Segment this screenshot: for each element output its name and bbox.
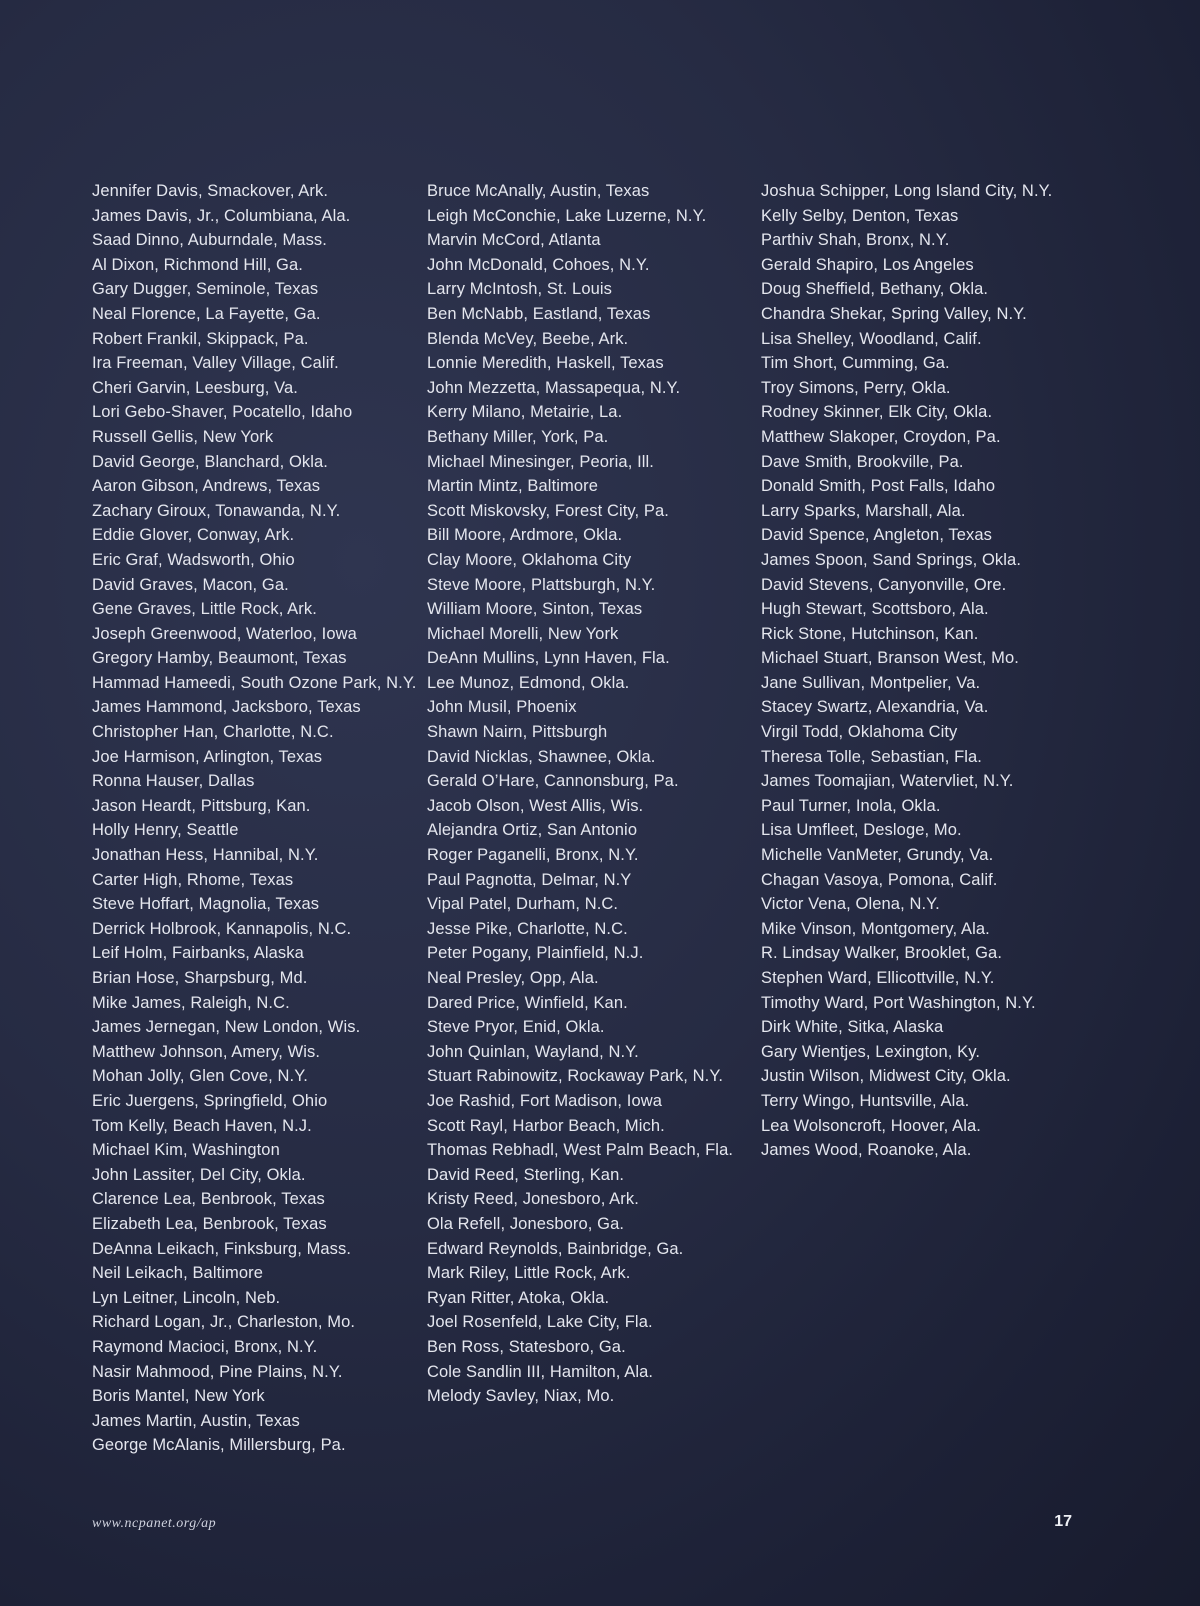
list-item: Christopher Han, Charlotte, N.C. (92, 723, 334, 742)
list-item: Matthew Slakoper, Croydon, Pa. (761, 427, 1001, 446)
list-item: Leif Holm, Fairbanks, Alaska (92, 944, 304, 963)
list-item: Rodney Skinner, Elk City, Okla. (761, 403, 993, 422)
list-item: Jesse Pike, Charlotte, N.C. (427, 919, 628, 938)
list-item: Gregory Hamby, Beaumont, Texas (92, 649, 347, 668)
list-item: David Spence, Angleton, Texas (761, 526, 992, 545)
list-item: Gerald O’Hare, Cannonsburg, Pa. (427, 772, 679, 791)
list-item: Gerald Shapiro, Los Angeles (761, 255, 974, 274)
list-item: James Spoon, Sand Springs, Okla. (761, 550, 1022, 569)
list-item: Stuart Rabinowitz, Rockaway Park, N.Y. (427, 1067, 724, 1086)
list-item: John McDonald, Cohoes, N.Y. (427, 255, 650, 274)
list-item: Doug Sheffield, Bethany, Okla. (761, 280, 989, 299)
list-item: Jennifer Davis, Smackover, Ark. (92, 182, 329, 200)
list-item: Ben McNabb, Eastland, Texas (427, 304, 651, 323)
list-item: DeAnn Mullins, Lynn Haven, Fla. (427, 649, 670, 668)
list-item: Gary Dugger, Seminole, Texas (92, 280, 319, 299)
list-item: Zachary Giroux, Tonawanda, N.Y. (92, 501, 341, 520)
list-item: Lee Munoz, Edmond, Okla. (427, 673, 630, 692)
list-item: Matthew Johnson, Amery, Wis. (92, 1042, 321, 1061)
list-item: John Mezzetta, Massapequa, N.Y. (427, 378, 681, 397)
list-item: John Quinlan, Wayland, N.Y. (427, 1042, 639, 1061)
list-item: Ronna Hauser, Dallas (92, 772, 255, 791)
list-item: Ryan Ritter, Atoka, Okla. (427, 1288, 610, 1307)
list-item: Kelly Selby, Denton, Texas (761, 206, 959, 225)
name-column-3 (761, 179, 1092, 1458)
list-item: Robert Frankil, Skippack, Pa. (92, 329, 309, 348)
name-column-1 (92, 179, 427, 1458)
list-item: Steve Moore, Plattsburgh, N.Y. (427, 575, 656, 594)
list-item: James Davis, Jr., Columbiana, Ala. (92, 206, 351, 225)
list-item: Lori Gebo-Shaver, Pocatello, Idaho (92, 403, 353, 422)
list-item: Boris Mantel, New York (92, 1387, 265, 1406)
list-item: James Wood, Roanoke, Ala. (761, 1141, 972, 1160)
list-item: Kerry Milano, Metairie, La. (427, 403, 623, 422)
list-item: John Musil, Phoenix (427, 698, 577, 717)
list-item: Mike James, Raleigh, N.C. (92, 993, 290, 1012)
list-item: Donald Smith, Post Falls, Idaho (761, 477, 996, 496)
list-item: Leigh McConchie, Lake Luzerne, N.Y. (427, 206, 707, 225)
list-item: Paul Pagnotta, Delmar, N.Y (427, 870, 632, 889)
name-column-2 (427, 179, 761, 1458)
list-item: Lea Wolsoncroft, Hoover, Ala. (761, 1116, 981, 1135)
list-item: Theresa Tolle, Sebastian, Fla. (761, 747, 982, 766)
list-item: James Jernegan, New London, Wis. (92, 1018, 361, 1037)
list-item: Russell Gellis, New York (92, 427, 274, 446)
list-item: Neal Presley, Opp, Ala. (427, 969, 599, 987)
list-item: Joe Harmison, Arlington, Texas (92, 747, 323, 766)
list-item: Steve Hoffart, Magnolia, Texas (92, 895, 320, 914)
list-item: Paul Turner, Inola, Okla. (761, 796, 941, 815)
list-item: Lisa Shelley, Woodland, Calif. (761, 329, 982, 348)
list-item: Larry McIntosh, St. Louis (427, 280, 612, 299)
list-item: Gary Wientjes, Lexington, Ky. (761, 1042, 981, 1061)
list-item: David Reed, Sterling, Kan. (427, 1165, 625, 1184)
list-item: Mike Vinson, Montgomery, Ala. (761, 919, 990, 938)
list-item: James Hammond, Jacksboro, Texas (92, 698, 361, 717)
list-item: Terry Wingo, Huntsville, Ala. (761, 1091, 970, 1110)
list-item: Vipal Patel, Durham, N.C. (427, 895, 619, 914)
list-item: Richard Logan, Jr., Charleston, Mo. (92, 1313, 356, 1332)
list-item: Raymond Macioci, Bronx, N.Y. (92, 1337, 318, 1356)
list-item: Tim Short, Cumming, Ga. (761, 354, 950, 373)
list-item: Saad Dinno, Auburndale, Mass. (92, 231, 327, 250)
list-item: David Stevens, Canyonville, Ore. (761, 575, 1007, 594)
list-item: Thomas Rebhadl, West Palm Beach, Fla. (427, 1141, 734, 1160)
list-item: Lisa Umfleet, Desloge, Mo. (761, 821, 962, 840)
list-item: Jane Sullivan, Montpelier, Va. (761, 673, 981, 692)
list-item: Michael Kim, Washington (92, 1141, 280, 1160)
list-item: Cheri Garvin, Leesburg, Va. (92, 378, 298, 397)
list-item: Hugh Stewart, Scottsboro, Ala. (761, 600, 989, 619)
list-item: Kristy Reed, Jonesboro, Ark. (427, 1190, 639, 1209)
list-item: Steve Pryor, Enid, Okla. (427, 1018, 605, 1037)
list-item: Carter High, Rhome, Texas (92, 870, 294, 889)
list-item: Brian Hose, Sharpsburg, Md. (92, 969, 308, 987)
list-item: Lonnie Meredith, Haskell, Texas (427, 354, 664, 373)
list-item: Shawn Nairn, Pittsburgh (427, 723, 608, 742)
list-item: Nasir Mahmood, Pine Plains, N.Y. (92, 1362, 343, 1381)
list-item: Bethany Miller, York, Pa. (427, 427, 609, 446)
list-item: Rick Stone, Hutchinson, Kan. (761, 624, 979, 643)
list-item: Eric Graf, Wadsworth, Ohio (92, 550, 295, 569)
list-item: James Toomajian, Watervliet, N.Y. (761, 772, 1014, 791)
list-item: Ola Refell, Jonesboro, Ga. (427, 1214, 625, 1233)
list-item: Jacob Olson, West Allis, Wis. (427, 796, 644, 815)
list-item: Timothy Ward, Port Washington, N.Y. (761, 993, 1036, 1012)
list-item: Marvin McCord, Atlanta (427, 231, 601, 250)
list-item: Chagan Vasoya, Pomona, Calif. (761, 870, 998, 889)
list-item: Dirk White, Sitka, Alaska (761, 1018, 944, 1037)
list-item: Dave Smith, Brookville, Pa. (761, 452, 964, 471)
list-item: Michelle VanMeter, Grundy, Va. (761, 846, 994, 865)
list-item: Derrick Holbrook, Kannapolis, N.C. (92, 919, 352, 938)
list-item: Stacey Swartz, Alexandria, Va. (761, 698, 989, 717)
list-item: Victor Vena, Olena, N.Y. (761, 895, 940, 914)
list-item: Elizabeth Lea, Benbrook, Texas (92, 1214, 327, 1233)
list-item: David Nicklas, Shawnee, Okla. (427, 747, 656, 766)
list-item: Jason Heardt, Pittsburg, Kan. (92, 796, 311, 815)
list-item: Joel Rosenfeld, Lake City, Fla. (427, 1313, 653, 1332)
list-item: David Graves, Macon, Ga. (92, 575, 289, 594)
list-item: R. Lindsay Walker, Brooklet, Ga. (761, 944, 1003, 963)
list-item: Virgil Todd, Oklahoma City (761, 723, 958, 742)
list-item: Michael Minesinger, Peoria, Ill. (427, 452, 654, 471)
page-number: 17 (1054, 1513, 1072, 1530)
list-item: Holly Henry, Seattle (92, 821, 239, 840)
list-item: Edward Reynolds, Bainbridge, Ga. (427, 1239, 684, 1258)
list-item: Aaron Gibson, Andrews, Texas (92, 477, 321, 496)
list-item: Larry Sparks, Marshall, Ala. (761, 501, 966, 520)
list-item: Joseph Greenwood, Waterloo, Iowa (92, 624, 357, 643)
list-item: James Martin, Austin, Texas (92, 1411, 300, 1430)
list-item: Parthiv Shah, Bronx, N.Y. (761, 231, 950, 250)
list-item: George McAlanis, Millersburg, Pa. (92, 1436, 346, 1455)
list-item: Eric Juergens, Springfield, Ohio (92, 1091, 328, 1110)
list-item: Tom Kelly, Beach Haven, N.J. (92, 1116, 312, 1135)
list-item: Bruce McAnally, Austin, Texas (427, 182, 650, 200)
list-item: Scott Miskovsky, Forest City, Pa. (427, 501, 669, 520)
list-item: Peter Pogany, Plainfield, N.J. (427, 944, 644, 963)
footer-url: www.ncpanet.org/ap (92, 1516, 217, 1531)
list-item: Clay Moore, Oklahoma City (427, 550, 632, 569)
list-item: Blenda McVey, Beebe, Ark. (427, 329, 629, 348)
list-item: Ben Ross, Statesboro, Ga. (427, 1337, 626, 1356)
list-item: Chandra Shekar, Spring Valley, N.Y. (761, 304, 1027, 323)
list-item: Joshua Schipper, Long Island City, N.Y. (761, 182, 1053, 200)
list-item: John Lassiter, Del City, Okla. (92, 1165, 306, 1184)
list-item: Hammad Hameedi, South Ozone Park, N.Y. (92, 673, 417, 692)
list-item: Cole Sandlin III, Hamilton, Ala. (427, 1362, 654, 1381)
list-item: Melody Savley, Niax, Mo. (427, 1387, 615, 1406)
list-item: Troy Simons, Perry, Okla. (761, 378, 951, 397)
list-item: Mark Riley, Little Rock, Ark. (427, 1264, 631, 1283)
list-item: Martin Mintz, Baltimore (427, 477, 599, 496)
list-item: Gene Graves, Little Rock, Ark. (92, 600, 317, 619)
list-item: David George, Blanchard, Okla. (92, 452, 328, 471)
list-item: Ira Freeman, Valley Village, Calif. (92, 354, 339, 373)
list-item: Alejandra Ortiz, San Antonio (427, 821, 638, 840)
list-item: Al Dixon, Richmond Hill, Ga. (92, 255, 303, 274)
list-item: Eddie Glover, Conway, Ark. (92, 526, 295, 545)
list-item: Jonathan Hess, Hannibal, N.Y. (92, 846, 319, 865)
list-item: Justin Wilson, Midwest City, Okla. (761, 1067, 1011, 1086)
list-item: Michael Morelli, New York (427, 624, 619, 643)
list-item: Michael Stuart, Branson West, Mo. (761, 649, 1019, 668)
list-item: William Moore, Sinton, Texas (427, 600, 643, 619)
name-list-columns (92, 179, 1092, 1458)
list-item: Neal Florence, La Fayette, Ga. (92, 304, 321, 323)
list-item: DeAnna Leikach, Finksburg, Mass. (92, 1239, 352, 1258)
list-item: Dared Price, Winfield, Kan. (427, 993, 628, 1012)
list-item: Scott Rayl, Harbor Beach, Mich. (427, 1116, 665, 1135)
list-item: Lyn Leitner, Lincoln, Neb. (92, 1288, 281, 1307)
list-item: Neil Leikach, Baltimore (92, 1264, 264, 1283)
list-item: Stephen Ward, Ellicottville, N.Y. (761, 969, 995, 987)
list-item: Clarence Lea, Benbrook, Texas (92, 1190, 325, 1209)
list-item: Joe Rashid, Fort Madison, Iowa (427, 1091, 663, 1110)
list-item: Bill Moore, Ardmore, Okla. (427, 526, 623, 545)
list-item: Roger Paganelli, Bronx, N.Y. (427, 846, 639, 865)
list-item: Mohan Jolly, Glen Cove, N.Y. (92, 1067, 308, 1086)
